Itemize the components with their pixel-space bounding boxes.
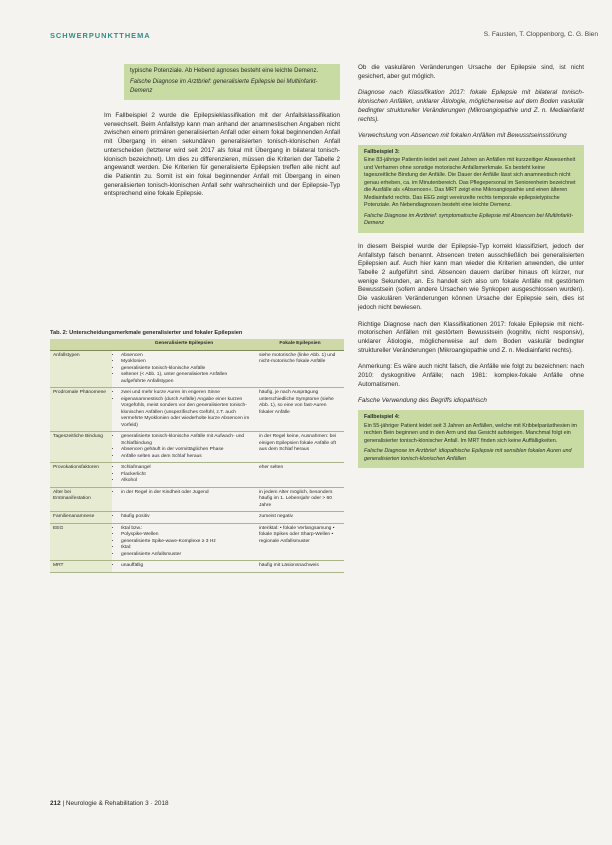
table-row [50, 463, 344, 488]
row-label: Provokationsfaktoren [50, 463, 112, 488]
table-row [50, 487, 344, 512]
table-row [50, 432, 344, 463]
focal-cell: in der Regel keine, Ausnahmen: bei einigen Epilepsien fokale Anfälle oft aus dem Schlaf heraus [256, 432, 344, 463]
generalized-cell [112, 523, 256, 561]
generalized-item: • Absencen [121, 353, 253, 360]
footer-separator: | [62, 800, 65, 807]
focal-cell: zumeist negativ [256, 512, 344, 524]
focal-cell: siehe motorische (linke Abb. 1) und nicht-motorische fokale Anfälle [256, 350, 344, 388]
generalized-list [115, 490, 253, 497]
generalized-cell [112, 350, 256, 388]
generalized-item: • generalisierte Spike-wave-Komplexe ≥ 3 Hz [121, 539, 253, 546]
table-header: Fokale Epilepsien [256, 339, 344, 350]
table-caption: Tab. 2: Unterscheidungsmerkmale generalisierter und fokaler Epilepsien [50, 330, 243, 336]
generalized-item: • generalisierte tonisch-klonische Anfälle mit Aufwach- und Schlafbindung [121, 434, 253, 447]
case-diagnosis: Falsche Diagnose im Arztbrief: idiopathische Epilepsie mit sensiblen fokalen Auren und generalisierten tonisch-klonischen Anfällen [364, 448, 572, 462]
generalized-cell [112, 432, 256, 463]
case-text: Ein 55-jähriger Patient leidet seit 3 Jahren an Anfällen, welche mit Kribbelparästhesien im rechten Bein beginnen und in den Arm und das Gesicht aufsteigen. Manchmal folgt ein generalisierter tonisch-klonischer Anfall. Im MRT finden sich keine Auffälligkeiten. [364, 422, 578, 444]
generalized-cell [112, 561, 256, 573]
generalized-item: • Iktal: [121, 545, 253, 552]
generalized-item: • Alkohol [121, 478, 253, 485]
generalized-item: • seltener (< Abb. 1), unter generalisierten Anfällen aufgeführte Anfallstypen [121, 372, 253, 385]
generalized-item: • generalisierte tonisch-klonische Anfälle [121, 366, 253, 373]
journal-name: Neurologie & Rehabilitation 3 · 2018 [65, 800, 169, 807]
generalized-item: • Flackerlicht [121, 472, 253, 479]
generalized-item: • in der Regel in der Kindheit oder Jugend [121, 490, 253, 497]
table-row [50, 512, 344, 524]
paragraph: Ob die vaskulären Veränderungen Ursache der Epilepsie sind, ist nicht gesichert, aber gut möglich. [358, 64, 584, 80]
generalized-item: • Anfälle selten aus dem Schlaf heraus [121, 454, 253, 461]
row-label: Familienanamnese [50, 512, 112, 524]
subheading: Verwechslung von Absencen mit fokalen Anfällen mit Bewusstseinsstörung [358, 132, 567, 140]
generalized-cell [112, 512, 256, 524]
comparison-table [50, 339, 344, 573]
focal-cell: häufig, je nach Ausprägung unterschiedliche Symptome (siehe Abb. 1), so eine von fast-Auren fokaler Anfälle [256, 388, 344, 432]
body-paragraph: Im Fallbeispiel 2 wurde die Epilepsieklassifikation mit der Anfallsklassifikation verwechselt. Beim Anfallstyp kann man anhand der anamnestischen Angaben nicht zwischen einem primären generalisierten Anfall oder einem fokal beginnenden Anfall mit Übergang in einen sekundären generalisierten tonisch-klonischen Anfall unterscheiden (letzterer wird seit 2017 als fokal mit Übergang in bilateral tonisch-klonisch bezeichnet). Um dies zu differenzieren, müssen die Kriterien der Tabelle 2 angewandt werden. Die Kriterien für generalisierte Epilepsien treffen alle nicht auf die Patientin zu. Somit ist ein fokal beginnender Anfall mit Übergang in einen generalisierten tonisch-klonischen Anfall sehr wahrscheinlich und der Epilepsie-Typ entsprechend eine fokale Epilepsie. [104, 112, 340, 198]
focal-cell: in jedem Alter möglich, besonders häufig im 1. Lebensjahr oder > 60 Jahre [256, 487, 344, 512]
focal-cell: eher selten [256, 463, 344, 488]
case-box-diagnosis: Falsche Diagnose im Arztbrief: generalisierte Epilepsie bei Multiinfarkt-Demenz [130, 79, 318, 94]
generalized-item: • Polyspike-Wellen [121, 532, 253, 539]
generalized-item: • Absencen gehäuft in der vormittäglichen Phase [121, 447, 253, 454]
page-footer [50, 800, 169, 807]
generalized-list [115, 514, 253, 521]
table-row [50, 388, 344, 432]
case-title: Fallbeispiel 4: [364, 414, 400, 421]
authors: S. Fausten, T. Cloppenborg, C. G. Bien [483, 31, 598, 38]
table-row [50, 350, 344, 388]
table-header-row [50, 339, 344, 350]
row-label: MRT [50, 561, 112, 573]
left-column [50, 64, 340, 199]
paragraph: Diagnose nach Klassifikation 2017: fokale Epilepsie mit bilateral tonisch-klonischen Anfällen, unklarer Ätiologie, möglicherweise auf dem Boden vaskulär bedingter struktureller Veränderungen (Mikroangiopathie und Z. n. Mediainfarkt rechts). [358, 89, 584, 123]
generalized-item: • häufig positiv [121, 514, 253, 521]
generalized-item: • unauffällig [121, 563, 253, 570]
right-column [358, 64, 584, 478]
case-box-3 [358, 145, 584, 233]
section-label: SCHWERPUNKTTHEMA [50, 31, 151, 40]
case-box-4 [358, 410, 584, 468]
generalized-item: • eigenanamnestisch (durch Anfälle) Angabe einer kurzen Vorgefühls, meist sonders vor den generalisierten tonisch-klonischen Anfällen (unspezifisches Gefühl, z.T. auch vermehrte Myoklonien oder wiederholte kurze Absencen im Vorfeld) [121, 397, 253, 430]
generalized-item: • Iktal bzw.: [121, 526, 253, 533]
table-row [50, 523, 344, 561]
row-label: Tageszeitliche Bindung [50, 432, 112, 463]
row-label: Prodromale Phänomene [50, 388, 112, 432]
row-label: Alter bei Erstmanifestation [50, 487, 112, 512]
paragraph: In diesem Beispiel wurde der Epilepsie-Typ korrekt klassifiziert, jedoch der Anfallstyp falsch benannt. Absencen treten ausschließlich bei generalisierten Epilepsien auf. Auch hier kann man wieder die Kriterien anwenden, die unter Tabelle 2 aufgeführt sind. Absencen dauern darüber hinaus oft kürzer, nur wenige Sekunden, an. Es handelt sich also um fokale Anfälle mit gestörtem Bewusstsein (sofern andere Ursachen wie Synkopen ausgeschlossen wurden). Die vaskulären Veränderungen können Ursache der Epilepsie sein, dies ist jedoch nicht bewiesen. [358, 242, 584, 311]
generalized-list [115, 434, 253, 460]
case-diagnosis: Falsche Diagnose im Arztbrief: symptomatische Epilepsie mit Absencen bei Multiinfarkt-Demenz [364, 212, 574, 227]
generalized-item: • Schlafmangel [121, 465, 253, 472]
case-box-lead: typische Potenziale. Ab Hebend agnoses besteht eine leichte Demenz. [130, 68, 319, 74]
focal-cell: häufig mit Läsionsnachweis [256, 561, 344, 573]
row-label: EEG [50, 523, 112, 561]
table-row [50, 561, 344, 573]
case-title: Fallbeispiel 3: [364, 148, 400, 155]
generalized-cell [112, 463, 256, 488]
row-label: Anfallstypen [50, 350, 112, 388]
generalized-list [115, 390, 253, 429]
table-header: Generalisierte Epilepsien [112, 339, 256, 350]
generalized-item: • Myoklonien [121, 359, 253, 366]
paragraph: Anmerkung: Es wäre auch nicht falsch, die Anfälle wie folgt zu bezeichnen: nach 2010: dyskognitive Anfälle; nach 1981: komplex-fokale Anfälle ohne Automatismen. [358, 363, 584, 388]
generalized-cell [112, 487, 256, 512]
generalized-item: • generalisierte Anfallsmuster [121, 552, 253, 559]
table-header [50, 339, 112, 350]
generalized-cell [112, 388, 256, 432]
page-number: 212 [50, 800, 61, 807]
generalized-item: • zwei und mehr kurze Auren im engeren Sinne [121, 390, 253, 397]
subheading: Falsche Verwendung des Begriffs idiopathisch [358, 397, 487, 405]
generalized-list [115, 465, 253, 485]
paragraph: Richtige Diagnose nach den Klassifikationen 2017: fokale Epilepsie mit nicht-motorischen Anfällen mit gestörtem Bewusstsein (kognitiv, nicht responsiv), unklarer Ätiologie, möglicherweise auf dem Boden vaskulär bedingter struktureller Veränderungen (Mikroangiopathie und Z. n. Mediainfarkt rechts). [358, 320, 584, 354]
focal-cell: interiktal: • fokale Verlangsamung • fokale Spikes oder Sharp-Wellen • regionale Anfallsmuster [256, 523, 344, 561]
case-box-continued [124, 64, 340, 100]
generalized-list [115, 526, 253, 559]
generalized-list [115, 563, 253, 570]
generalized-list [115, 353, 253, 386]
case-text: Eine 83-jährige Patientin leidet seit zwei Jahren an Anfällen mit kurzzeitiger Abwesenheit und Verharren ohne sonstige motorische Anfallsmerkmale. Es besteht keine tageszeitliche Bindung der Anfälle. Die Dauer der Anfälle lässt sich anamnestisch nicht genau erheben, ca. im Minutenbereich. Das Pflegepersonal im Seniorenheim bezeichnet die Ausfälle als »Absencen«. Das MRT zeigt eine Mikroangiopathie und einen älteren Mediainfarkt rechts. Das EEG zeigt vereinzelte rechts temporale epilepsietypische Potenziale. An Nebendiagnosen besteht eine leichte Demenz. [364, 157, 576, 209]
